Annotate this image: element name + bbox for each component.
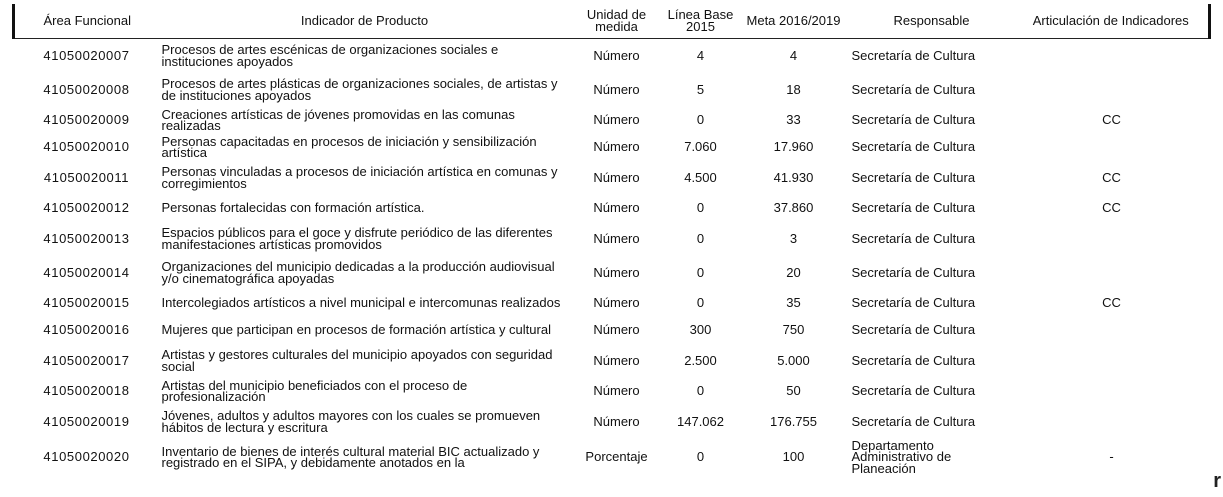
table-cell-responsable: Secretaría de Cultura xyxy=(851,139,976,155)
table-cell-base: 0 xyxy=(696,295,705,311)
table-cell-base: 147.062 xyxy=(677,413,724,429)
table-cell-code: 41050020018 xyxy=(43,383,130,399)
table-cell-code: 41050020013 xyxy=(43,230,130,246)
table-cell-meta: 33 xyxy=(786,112,801,128)
table-cell-indicator: Mujeres que participan en procesos de formación artística y cultural xyxy=(161,322,551,338)
table-cell-responsable: Secretaría de Cultura xyxy=(851,81,976,97)
table-cell-unit: Número xyxy=(593,81,640,97)
table-cell-indicator: Jóvenes, adultos y adultos mayores con los cuales se promueven hábitos de lectura y escritura xyxy=(161,408,541,435)
table-cell-unit: Número xyxy=(593,48,640,63)
table-cell-base: 0 xyxy=(696,264,705,280)
table-cell-meta: 3 xyxy=(789,230,798,246)
table-cell-base: 0 xyxy=(696,230,705,246)
table-row xyxy=(14,39,1210,73)
table-cell-unit: Número xyxy=(593,264,640,280)
table-cell-articulacion xyxy=(1014,73,1210,107)
table-cell-unit: Número xyxy=(593,169,640,185)
table-cell-meta: 41.930 xyxy=(773,169,814,185)
table-row xyxy=(14,222,1210,256)
table-cell-articulacion xyxy=(1014,405,1210,439)
table-cell-code: 41050020008 xyxy=(43,81,130,97)
table-cell-responsable: Secretaría de Cultura xyxy=(851,295,976,311)
table-cell-code: 41050020014 xyxy=(43,264,130,280)
table-cell-articulacion: CC xyxy=(1102,200,1121,216)
table-cell-meta: 37.860 xyxy=(773,200,814,216)
table-header-row xyxy=(14,4,1210,39)
table-cell-responsable: Secretaría de Cultura xyxy=(851,112,976,128)
table-cell-unit: Número xyxy=(593,352,640,368)
table-row xyxy=(14,134,1210,161)
header-meta: Meta 2016/2019 xyxy=(738,4,850,39)
header-unidad: Unidad de medida xyxy=(570,4,664,39)
table-cell-meta: 750 xyxy=(782,322,805,338)
table-cell-indicator: Inventario de bienes de interés cultural material BIC actualizado y registrado en el SIPA, y debidamente anotados en la xyxy=(161,443,540,470)
table-cell-meta: 35 xyxy=(786,295,801,311)
table-row xyxy=(14,73,1210,107)
table-cell-code: 41050020015 xyxy=(43,295,130,311)
table-cell-indicator: Personas vinculadas a procesos de iniciación artística en comunas y corregimientos xyxy=(161,164,558,191)
table-cell-meta: 20 xyxy=(786,264,801,280)
table-cell-unit: Número xyxy=(593,230,640,246)
table-cell-responsable: Secretaría de Cultura xyxy=(851,169,976,185)
table-cell-code: 41050020012 xyxy=(43,200,130,216)
table-cell-indicator: Artistas y gestores culturales del municipio apoyados con seguridad social xyxy=(161,347,553,374)
table-cell-base: 0 xyxy=(696,112,705,128)
table-cell-meta: 18 xyxy=(786,81,801,97)
table-cell-base: 300 xyxy=(689,322,712,338)
table-row xyxy=(14,405,1210,439)
table-row xyxy=(14,378,1210,405)
table-cell-responsable: Secretaría de Cultura xyxy=(851,413,976,429)
table-row xyxy=(14,256,1210,290)
table-cell-indicator: Procesos de artes plásticas de organizaciones sociales, de artistas y de instituciones apoyados xyxy=(161,76,558,103)
table-cell-articulacion xyxy=(1014,378,1210,405)
table-cell-meta: 5.000 xyxy=(777,352,810,368)
table-cell-base: 2.500 xyxy=(684,352,717,368)
table-cell-code: 41050020017 xyxy=(43,352,130,368)
table-row xyxy=(14,161,1210,195)
table-row xyxy=(14,290,1210,317)
table-cell-meta: 100 xyxy=(782,449,805,465)
table-row xyxy=(14,107,1210,134)
table-cell-unit: Número xyxy=(593,322,640,338)
table-cell-responsable: Departamento Administrativo de Planeación xyxy=(851,438,952,476)
table-cell-base: 0 xyxy=(696,200,705,216)
page-edge-mark: r xyxy=(1213,470,1221,492)
table-cell-code: 41050020007 xyxy=(43,48,130,63)
table-cell-articulacion xyxy=(1014,39,1210,73)
table-cell-unit: Número xyxy=(593,413,640,429)
table-cell-indicator: Intercolegiados artísticos a nivel municipal e intercomunas realizados xyxy=(161,295,561,311)
table-cell-unit: Número xyxy=(593,112,640,128)
table-cell-responsable: Secretaría de Cultura xyxy=(851,200,976,216)
table-cell-indicator: Personas capacitadas en procesos de iniciación y sensibilización artística xyxy=(161,133,537,160)
table-cell-articulacion xyxy=(1014,256,1210,290)
table-cell-indicator: Creaciones artísticas de jóvenes promovidas en las comunas realizadas xyxy=(161,106,515,133)
table-cell-base: 5 xyxy=(696,81,705,97)
table-cell-code: 41050020010 xyxy=(43,139,130,155)
header-articulacion: Articulación de Indicadores xyxy=(1014,4,1210,39)
table-cell-meta: 176.755 xyxy=(770,413,817,429)
table-cell-code: 41050020011 xyxy=(43,169,130,185)
table-cell-articulacion xyxy=(1014,222,1210,256)
table-row xyxy=(14,344,1210,378)
table-cell-unit: Número xyxy=(593,139,640,155)
table-row xyxy=(14,439,1210,476)
header-area-funcional: Área Funcional xyxy=(14,4,160,39)
table-cell-indicator: Artistas del municipio beneficiados con el proceso de profesionalización xyxy=(161,377,468,404)
table-cell-responsable: Secretaría de Cultura xyxy=(851,264,976,280)
table-cell-code: 41050020020 xyxy=(43,449,130,465)
table-cell-unit: Número xyxy=(593,295,640,311)
table-cell-responsable: Secretaría de Cultura xyxy=(851,322,976,338)
table-cell-base: 4 xyxy=(696,48,705,63)
table-row xyxy=(14,317,1210,344)
table-cell-articulacion: CC xyxy=(1102,112,1121,128)
table-cell-articulacion: - xyxy=(1109,449,1114,465)
table-cell-articulacion xyxy=(1014,134,1210,161)
table-cell-articulacion: CC xyxy=(1102,169,1121,185)
table-cell-articulacion xyxy=(1014,317,1210,344)
table-cell-meta: 4 xyxy=(789,48,798,63)
table-cell-base: 0 xyxy=(696,383,705,399)
table-cell-articulacion: CC xyxy=(1102,295,1121,311)
table-cell-responsable: Secretaría de Cultura xyxy=(851,48,976,63)
table-cell-indicator: Organizaciones del municipio dedicadas a la producción audiovisual y/o cinematográfica apoyadas xyxy=(161,259,555,286)
table-cell-base: 0 xyxy=(696,449,705,465)
table-cell-meta: 50 xyxy=(786,383,801,399)
table-row xyxy=(14,195,1210,222)
indicators-table xyxy=(12,4,1211,476)
table-cell-unit: Porcentaje xyxy=(585,449,648,465)
table-cell-code: 41050020016 xyxy=(43,322,130,338)
table-cell-code: 41050020019 xyxy=(43,413,130,429)
table-cell-unit: Número xyxy=(593,383,640,399)
table-cell-meta: 17.960 xyxy=(773,139,814,155)
table-cell-unit: Número xyxy=(593,200,640,216)
table-cell-base: 7.060 xyxy=(684,139,717,155)
header-indicador: Indicador de Producto xyxy=(160,4,570,39)
table-cell-indicator: Personas fortalecidas con formación artística. xyxy=(161,200,425,216)
table-cell-responsable: Secretaría de Cultura xyxy=(851,230,976,246)
table-cell-base: 4.500 xyxy=(684,169,717,185)
table-cell-code: 41050020009 xyxy=(43,112,130,128)
header-linea-base: Línea Base 2015 xyxy=(664,4,738,39)
table-cell-indicator: Espacios públicos para el goce y disfrute periódico de las diferentes manifestaciones artísticas promovidos xyxy=(161,225,553,252)
header-responsable: Responsable xyxy=(850,4,1014,39)
table-cell-articulacion xyxy=(1014,344,1210,378)
table-cell-responsable: Secretaría de Cultura xyxy=(851,352,976,368)
table-cell-indicator: Procesos de artes escénicas de organizaciones sociales e instituciones apoyados xyxy=(161,42,499,69)
table-cell-responsable: Secretaría de Cultura xyxy=(851,383,976,399)
